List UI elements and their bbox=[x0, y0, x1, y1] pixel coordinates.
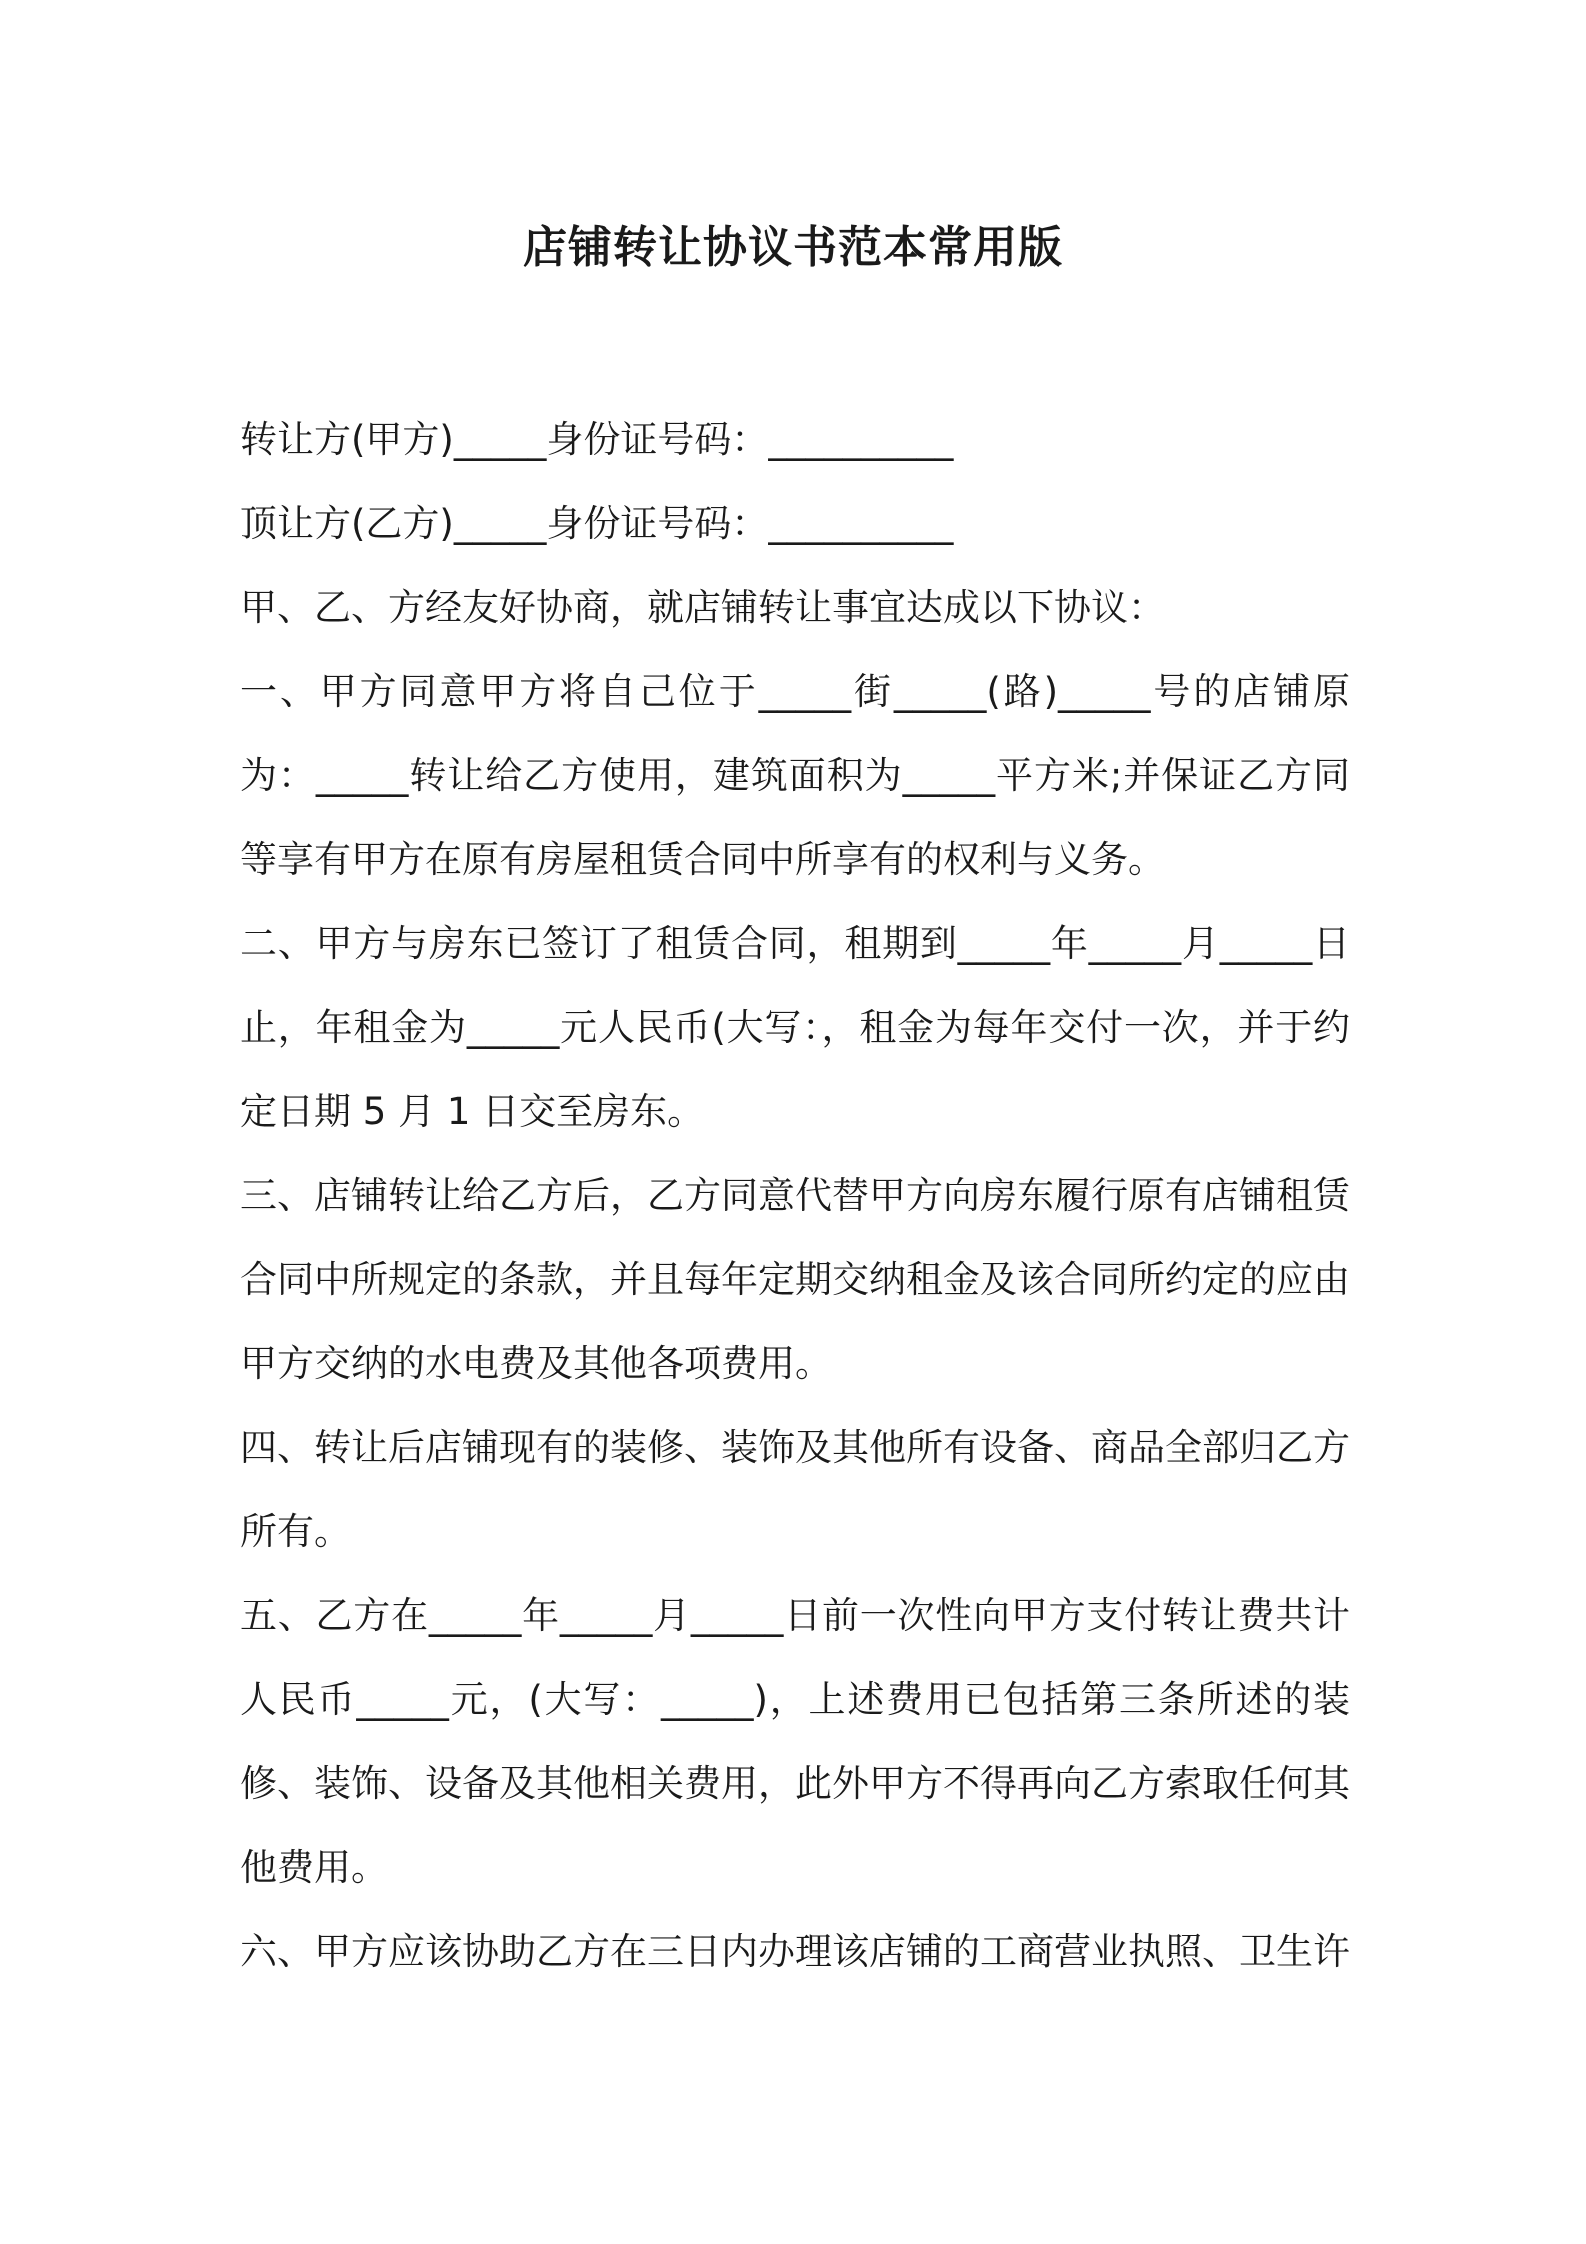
document-title: 店铺转让协议书范本常用版 bbox=[523, 222, 1063, 273]
agreement-intro: 甲、乙、方经友好协商，就店铺转让事宜达成以下协议： bbox=[240, 586, 1165, 629]
document-body bbox=[240, 398, 1350, 1994]
clause-2: 二、甲方与房东已签订了租赁合同，租期到_____年_____月_____日止，年租金为_____元人民币(大写：，租金为每年交付一次，并于约定日期 5 月 1 日交至房东。 bbox=[240, 922, 1350, 1133]
party-b-line: 顶让方(乙方)_____身份证号码：__________ bbox=[240, 502, 954, 545]
clause-3: 三、店铺转让给乙方后，乙方同意代替甲方向房东履行原有店铺租赁合同中所规定的条款，并且每年定期交纳租金及该合同所约定的应由甲方交纳的水电费及其他各项费用。 bbox=[240, 1174, 1350, 1385]
clause-6: 六、甲方应该协助乙方在三日内办理该店铺的工商营业执照、卫生许 bbox=[240, 1930, 1350, 1973]
clause-1: 一、甲方同意甲方将自己位于_____街_____(路)_____号的店铺原为：_____转让给乙方使用，建筑面积为_____平方米;并保证乙方同等享有甲方在原有房屋租赁合同中所享有的权利与义务。 bbox=[240, 670, 1350, 881]
clause-4: 四、转让后店铺现有的装修、装饰及其他所有设备、商品全部归乙方所有。 bbox=[240, 1426, 1350, 1553]
clause-5: 五、乙方在_____年_____月_____日前一次性向甲方支付转让费共计人民币_____元，(大写：_____)，上述费用已包括第三条所述的装修、装饰、设备及其他相关费用，此外甲方不得再向乙方索取任何其他费用。 bbox=[240, 1594, 1350, 1889]
party-a-line: 转让方(甲方)_____身份证号码：__________ bbox=[240, 418, 954, 461]
